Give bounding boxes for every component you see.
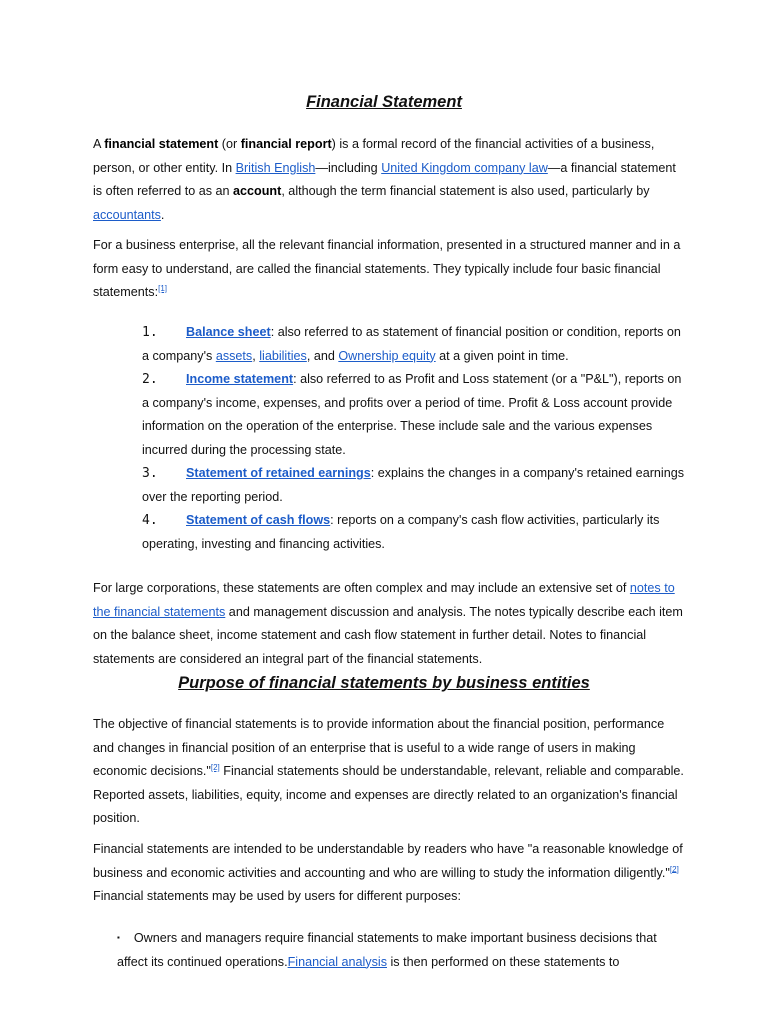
text-run: , — [252, 348, 260, 363]
text-run: Owners and managers require financial statements to make important business decisions that affect its continued operations. — [117, 931, 657, 969]
text-run: : also referred to as Profit and Loss statement (or a "P&L"), reports on a company's income, expenses, and profits over a period of time. Profit & Loss account provide information on the operation of the enterprise. These include sale and the various expenses incurred during the processing state. — [142, 372, 682, 457]
bold-term-financial-statement: financial statement — [104, 137, 219, 151]
text-run: —including — [315, 160, 382, 175]
list-number: 1. — [142, 325, 158, 340]
text-run: The objective of financial statements is to provide information about the financial position, performance and changes in financial position of an enterprise that is useful to a wide range of users in making economic decisions." — [93, 717, 665, 778]
text-run: —a financial statement is often referred to as an — [93, 160, 676, 198]
list-item — [142, 368, 687, 462]
bold-term-account: account — [233, 184, 282, 198]
text-run: For a business enterprise, all the relevant financial information, presented in a structured manner and in a form easy to understand, are called the financial statements. They typically include four basic financial statements: — [93, 238, 681, 299]
text-run: at a given point in time. — [435, 348, 569, 363]
text-run: ) is a formal record of the financial activities of a business, person, or other entity. In — [93, 137, 655, 175]
text-run: is then performed on these statements to — [387, 954, 620, 969]
text-run: For large corporations, these statements are often complex and may include an extensive set of — [93, 581, 630, 595]
page-title: Financial Statement — [306, 93, 462, 111]
text-run: Financial statements should be understandable, relevant, reliable and comparable. Reported assets, liabilities, equity, income and expenses are directly related to an organization's financial position. — [93, 764, 684, 825]
text-run: (or — [218, 137, 241, 151]
link-british-english[interactable]: British English — [235, 160, 316, 175]
link-cash-flows[interactable]: Statement of cash flows — [186, 513, 331, 527]
users-paragraph — [93, 838, 688, 909]
section-heading: Purpose of financial statements by business entities — [178, 674, 590, 692]
bold-term-financial-report: financial report — [240, 137, 332, 151]
objective-paragraph — [93, 713, 688, 831]
link-balance-sheet[interactable]: Balance sheet — [186, 325, 271, 339]
link-income-statement[interactable]: Income statement — [186, 372, 294, 386]
list-item — [142, 321, 687, 368]
statement-list — [142, 321, 687, 556]
link-liabilities[interactable]: liabilities — [259, 348, 307, 363]
text-run: : explains the changes in a company's retained earnings over the reporting period. — [142, 466, 684, 504]
text-run: . — [160, 207, 165, 222]
intro-paragraph — [93, 133, 688, 227]
intro-paragraph-2 — [93, 234, 688, 305]
link-assets[interactable]: assets — [215, 348, 253, 363]
text-run: , although the term financial statement is also used, particularly by — [281, 184, 650, 198]
link-notes-financial-statements[interactable]: notes to the financial statements — [93, 581, 675, 619]
link-uk-company-law[interactable]: United Kingdom company law — [381, 160, 548, 175]
list-item — [142, 462, 687, 509]
purpose-bullet-list — [117, 926, 687, 974]
link-financial-analysis[interactable]: Financial analysis — [287, 954, 387, 969]
text-run: : also referred to as statement of financial position or condition, reports on a company's — [142, 325, 681, 363]
list-number: 3. — [142, 466, 158, 481]
text-run: : reports on a company's cash flow activities, particularly its operating, investing and financing activities. — [142, 513, 660, 551]
notes-paragraph — [93, 577, 688, 671]
text-run: Financial statements are intended to be understandable by readers who have "a reasonable knowledge of business and economic activities and accounting and who are willing to study the information diligently." — [93, 842, 683, 880]
list-number: 2. — [142, 372, 158, 387]
citation-link[interactable]: [1] — [158, 283, 168, 293]
link-retained-earnings[interactable]: Statement of retained earnings — [186, 466, 371, 480]
citation-link[interactable]: [2] — [669, 864, 679, 874]
text-run: Financial statements may be used by users for different purposes: — [93, 889, 461, 903]
text-run: , and — [306, 348, 339, 363]
list-item — [142, 509, 687, 556]
bullet-icon: ▪ — [117, 933, 120, 942]
text-run: and management discussion and analysis. The notes typically describe each item on the balance sheet, income statement and cash flow statement in further detail. Notes to financial statements are considered an integral part of the financial statements. — [93, 604, 683, 666]
citation-link[interactable]: [2] — [210, 762, 220, 772]
link-accountants[interactable]: accountants — [93, 207, 161, 222]
list-item — [117, 926, 687, 974]
list-number: 4. — [142, 513, 158, 528]
link-ownership-equity[interactable]: Ownership equity — [338, 348, 436, 363]
text-run: A — [93, 137, 105, 151]
